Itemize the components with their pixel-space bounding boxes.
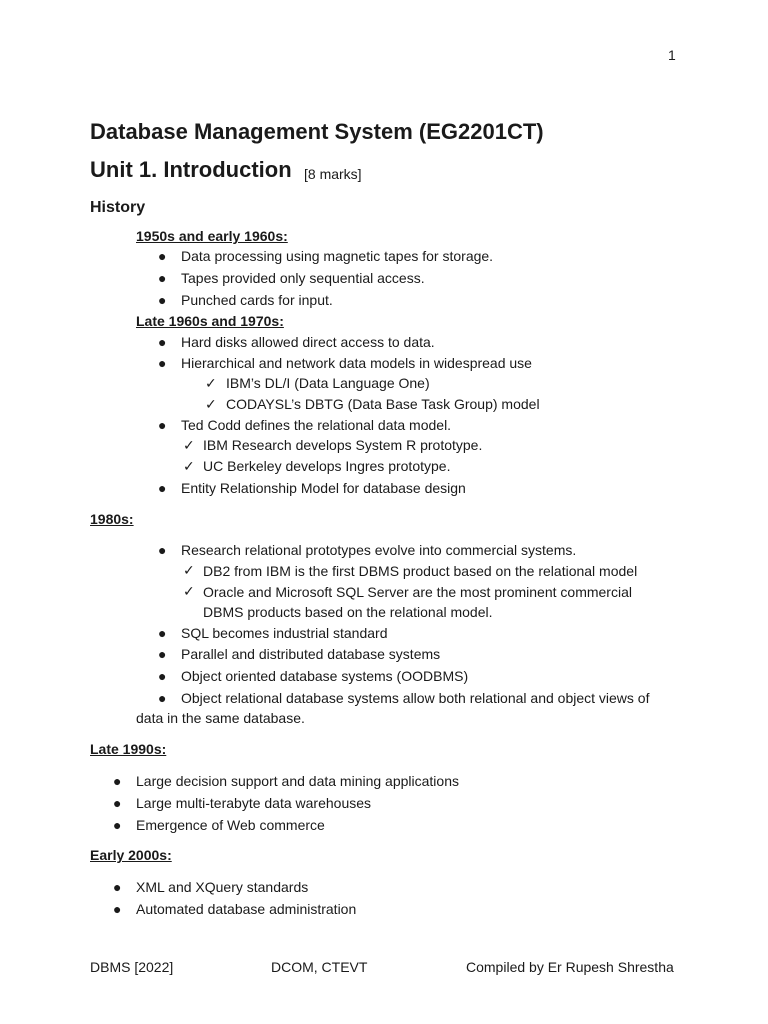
bullet-icon: ● [158, 480, 167, 496]
bullet-icon: ● [158, 417, 167, 433]
list-item: Punched cards for input. [181, 292, 333, 308]
check-icon: ✓ [183, 583, 195, 599]
document-title: Database Management System (EG2201CT) [90, 119, 544, 144]
bullet-icon: ● [113, 817, 122, 833]
period-heading-1950s: 1950s and early 1960s: [136, 228, 288, 244]
sub-list-item: DB2 from IBM is the first DBMS product based on the relational model [203, 563, 638, 579]
list-item: Object oriented database systems (OODBMS) [181, 668, 469, 684]
bullet-icon: ● [158, 334, 167, 350]
list-item: Tapes provided only sequential access. [181, 270, 425, 286]
check-icon: ✓ [205, 396, 217, 412]
check-icon: ✓ [205, 375, 217, 391]
bullet-icon: ● [113, 901, 122, 917]
bullet-icon: ● [158, 292, 167, 308]
list-item: Emergence of Web commerce [136, 817, 325, 833]
sub-list-item: IBM’s DL/I (Data Language One) [226, 375, 430, 391]
list-item: Entity Relationship Model for database design [181, 480, 466, 496]
bullet-icon: ● [158, 668, 167, 684]
list-item: Object relational database systems allow both relational and object views of [181, 690, 650, 706]
list-item: Large decision support and data mining applications [136, 773, 459, 789]
footer-right: Compiled by Er Rupesh Shrestha [466, 959, 674, 975]
page-number: 1 [668, 47, 676, 63]
bullet-icon: ● [158, 690, 167, 706]
list-item: Automated database administration [136, 901, 357, 917]
bullet-icon: ● [158, 270, 167, 286]
unit-marks: [8 marks] [304, 166, 362, 182]
bullet-icon: ● [158, 355, 167, 371]
sub-list-item: CODAYSL’s DBTG (Data Base Task Group) model [226, 396, 540, 412]
unit-title: Unit 1. Introduction [90, 157, 292, 182]
list-item: SQL becomes industrial standard [181, 625, 388, 641]
period-heading-late-1960s: Late 1960s and 1970s: [136, 313, 284, 329]
check-icon: ✓ [183, 437, 195, 453]
bullet-icon: ● [158, 625, 167, 641]
footer-left: DBMS [2022] [90, 959, 174, 975]
period-heading-late-1990s: Late 1990s: [90, 741, 167, 757]
list-item: Ted Codd defines the relational data model. [181, 417, 452, 433]
period-heading-1980s: 1980s: [90, 511, 134, 527]
sub-list-item-continued: DBMS products based on the relational model. [203, 604, 493, 620]
list-item: Large multi-terabyte data warehouses [136, 795, 372, 811]
check-icon: ✓ [183, 562, 195, 578]
list-item: Hierarchical and network data models in widespread use [181, 355, 532, 371]
period-heading-early-2000s: Early 2000s: [90, 847, 172, 863]
bullet-icon: ● [113, 879, 122, 895]
bullet-icon: ● [113, 795, 122, 811]
bullet-icon: ● [158, 542, 167, 558]
list-item: Hard disks allowed direct access to data. [181, 334, 435, 350]
check-icon: ✓ [183, 458, 195, 474]
list-item: Parallel and distributed database systems [181, 646, 441, 662]
bullet-icon: ● [113, 773, 122, 789]
list-item: Data processing using magnetic tapes for storage. [181, 248, 494, 264]
sub-list-item: Oracle and Microsoft SQL Server are the most prominent commercial [203, 584, 632, 600]
sub-list-item: UC Berkeley develops Ingres prototype. [203, 458, 451, 474]
footer-center: DCOM, CTEVT [271, 959, 368, 975]
section-heading-history: History [90, 199, 146, 216]
bullet-icon: ● [158, 248, 167, 264]
list-item: Research relational prototypes evolve into commercial systems. [181, 542, 577, 558]
bullet-icon: ● [158, 646, 167, 662]
sub-list-item: IBM Research develops System R prototype. [203, 437, 483, 453]
list-item-continued: data in the same database. [136, 710, 305, 726]
list-item: XML and XQuery standards [136, 879, 309, 895]
